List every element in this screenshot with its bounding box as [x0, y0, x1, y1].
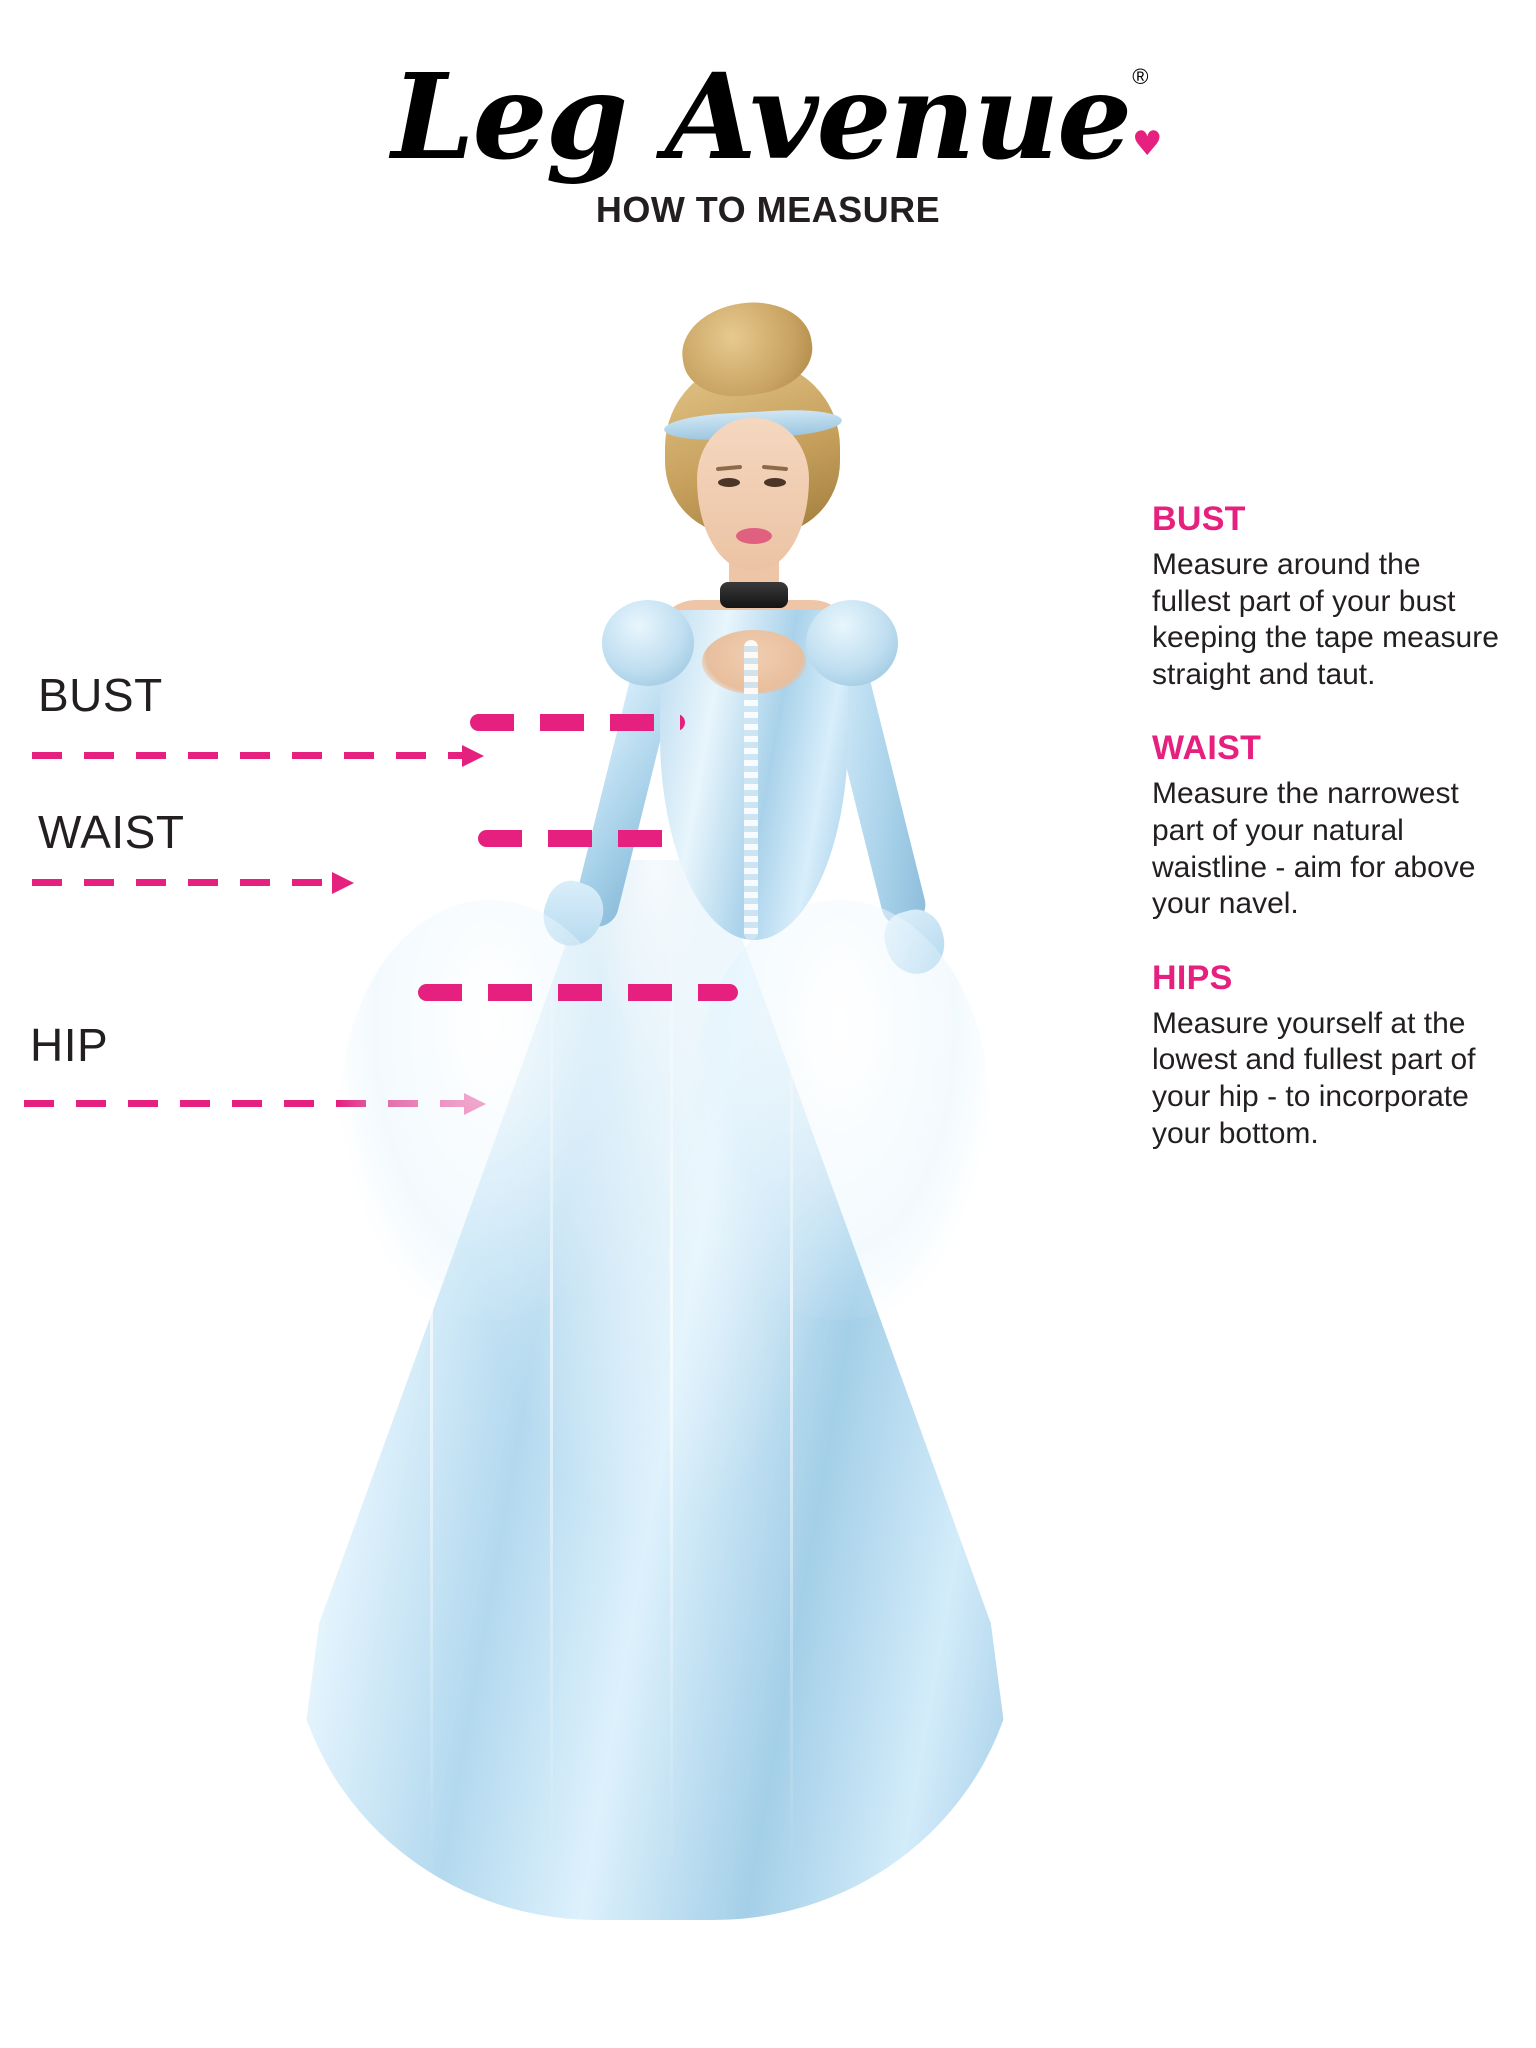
eye-right [764, 478, 786, 487]
heart-icon: ♥ [1131, 123, 1161, 164]
info-body-hips: Measure yourself at the lowest and fullest part of your hip - to incorporate your bottom. [1152, 1006, 1476, 1150]
model-illustration [250, 300, 1100, 2020]
tulle-overlay-right [690, 900, 990, 1320]
info-title-hips: HIPS [1152, 958, 1233, 997]
arrow-line [32, 752, 462, 759]
tulle-overlay-left [340, 900, 640, 1320]
left-label-hip: HIP [30, 1019, 109, 1071]
arrow-head-icon [332, 872, 354, 894]
info-title-waist: WAIST [1152, 729, 1262, 768]
brand-logo-text: Leg Avenue [391, 47, 1131, 186]
face [697, 418, 809, 570]
choker [720, 582, 788, 608]
bust-band [470, 714, 685, 731]
lips [736, 528, 772, 544]
registered-trademark-icon: ® [1132, 63, 1147, 89]
info-block-bust [1152, 500, 1504, 693]
arrow-head-icon [462, 745, 484, 767]
arrow-waist [32, 872, 354, 894]
info-body-waist: Measure the narrowest part of your natural waistline - aim for above your navel. [1152, 777, 1476, 921]
puff-sleeve-left [602, 600, 694, 686]
brand-header [0, 47, 1536, 231]
left-label-waist: WAIST [38, 806, 185, 858]
left-label-bust: BUST [38, 669, 163, 721]
hip-band [418, 984, 738, 1001]
puff-sleeve-right [806, 600, 898, 686]
info-body-bust: Measure around the fullest part of your bust keeping the tape measure straight and taut. [1152, 548, 1499, 691]
info-block-waist [1152, 729, 1504, 922]
eye-left [718, 478, 740, 487]
measurement-instructions [1152, 500, 1504, 1188]
skirt-fold [670, 900, 673, 1880]
arrow-line [32, 879, 332, 886]
arrow-bust [32, 745, 484, 767]
brand-logo [391, 47, 1161, 186]
bodice-trim [744, 640, 758, 940]
info-title-bust: BUST [1152, 500, 1246, 538]
waist-band [478, 830, 683, 847]
page-title: HOW TO MEASURE [595, 188, 941, 230]
info-block-hips [1152, 959, 1504, 1152]
